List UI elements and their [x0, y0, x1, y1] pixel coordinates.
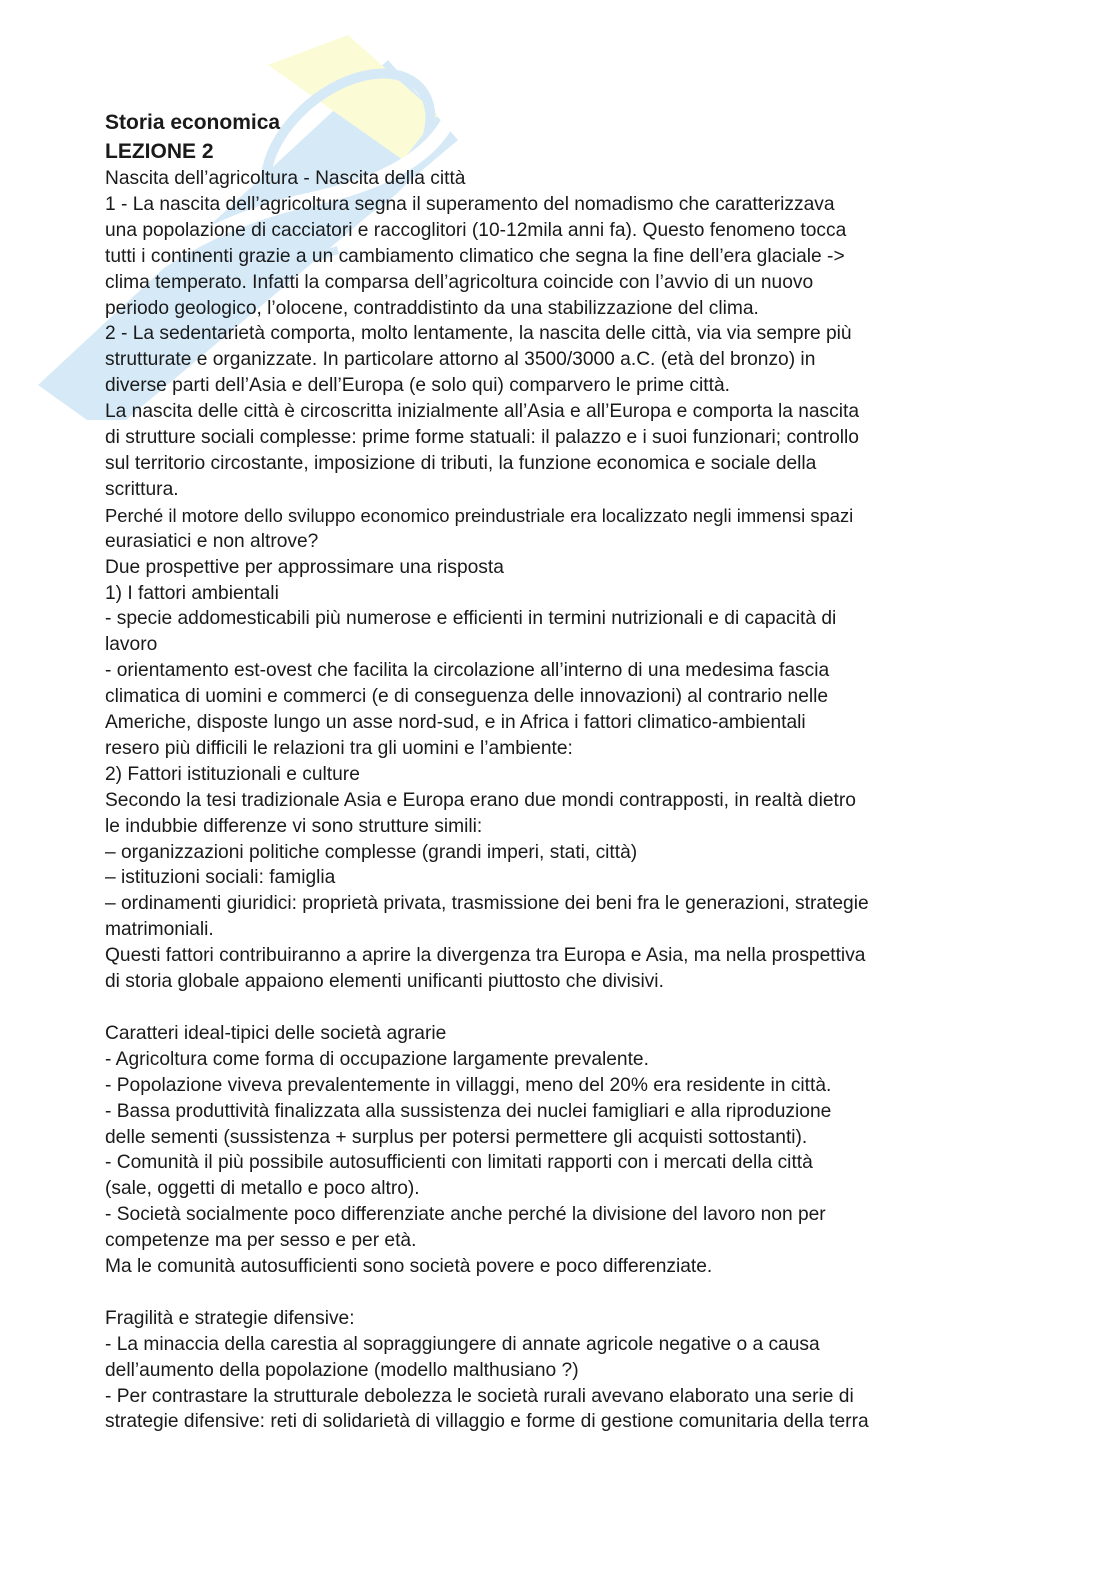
text-line: di strutture sociali complesse: prime forme statuali: il palazzo e i suoi funzionari; controllo	[105, 427, 859, 449]
text-line: - specie addomesticabili più numerose e efficienti in termini nutrizionali e di capacità di	[105, 608, 837, 630]
text-line: Due prospettive per approssimare una risposta	[105, 556, 504, 578]
section-heading: Fragilità e strategie difensive:	[105, 1307, 355, 1329]
text-line: le indubbie differenze vi sono strutture simili:	[105, 815, 483, 837]
text-line: Secondo la tesi tradizionale Asia e Europa erano due mondi contrapposti, in realtà dietro	[105, 789, 856, 811]
text-line: sul territorio circostante, imposizione di tributi, la funzione economica e sociale della	[105, 452, 817, 474]
text-line: – istituzioni sociali: famiglia	[105, 867, 336, 889]
text-line: matrimoniali.	[105, 919, 214, 941]
text-line: clima temperato. Infatti la comparsa dell’agricoltura coincide con l’avvio di un nuovo	[105, 271, 814, 293]
text-line: climatica di uomini e commerci (e di conseguenza delle innovazioni) al contrario nelle	[105, 686, 829, 708]
document-page	[105, 108, 1025, 1435]
text-line: – ordinamenti giuridici: proprietà privata, trasmissione dei beni fra le generazioni, strategie	[105, 893, 869, 915]
text-line: (sale, oggetti di metallo e poco altro).	[105, 1178, 420, 1200]
text-line: - Comunità il più possibile autosufficienti con limitati rapporti con i mercati della città	[105, 1152, 813, 1174]
text-line: delle sementi (sussistenza + surplus per potersi permettere gli acquisti sottostanti).	[105, 1126, 808, 1148]
text-line: - La minaccia della carestia al sopraggiungere di annate agricole negative o a causa	[105, 1333, 820, 1355]
text-line: Perché il motore dello sviluppo economico preindustriale era localizzato negli immensi spazi	[105, 504, 854, 526]
text-line: - orientamento est-ovest che facilita la circolazione all’interno di una medesima fascia	[105, 660, 830, 682]
text-line: Nascita dell’agricoltura - Nascita della città	[105, 168, 466, 189]
text-line: 1 - La nascita dell’agricoltura segna il superamento del nomadismo che caratterizzava	[105, 193, 835, 215]
text-line: - Società socialmente poco differenziate anche perché la divisione del lavoro non per	[105, 1204, 826, 1226]
text-line: – organizzazioni politiche complesse (grandi imperi, stati, città)	[105, 841, 638, 863]
text-line: tutti i continenti grazie a un cambiamento climatico che segna la fine dell’era glaciale ->	[105, 245, 845, 267]
text-line: scrittura.	[105, 478, 179, 500]
text-line: di storia globale appaiono elementi unificanti piuttosto che divisivi.	[105, 971, 664, 993]
text-line: Questi fattori contribuiranno a aprire la divergenza tra Europa e Asia, ma nella prospettiva	[105, 945, 866, 967]
text-line: - Agricoltura come forma di occupazione largamente prevalente.	[105, 1048, 649, 1070]
text-line: periodo geologico, l’olocene, contraddistinto da una stabilizzazione del clima.	[105, 297, 759, 319]
text-line: una popolazione di cacciatori e raccoglitori (10-12mila anni fa). Questo fenomeno tocca	[105, 219, 847, 241]
text-line: dell’aumento della popolazione (modello malthusiano ?)	[105, 1359, 579, 1381]
text-line: eurasiatici e non altrove?	[105, 530, 319, 552]
text-line: competenze ma per sesso e per età.	[105, 1230, 417, 1252]
text-line: diverse parti dell’Asia e dell’Europa (e solo qui) comparvero le prime città.	[105, 375, 730, 397]
text-line: 2 - La sedentarietà comporta, molto lentamente, la nascita delle città, via via sempre più	[105, 323, 852, 345]
text-line: strategie difensive: reti di solidarietà di villaggio e forme di gestione comunitaria della terra	[105, 1411, 869, 1433]
text-line: 2) Fattori istituzionali e culture	[105, 763, 360, 785]
text-line: - Per contrastare la strutturale debolezza le società rurali avevano elaborato una serie di	[105, 1385, 854, 1407]
section-heading: Caratteri ideal-tipici delle società agrarie	[105, 1022, 447, 1044]
text-line: - Bassa produttività finalizzata alla sussistenza dei nuclei famigliari e alla riproduzione	[105, 1100, 832, 1122]
text-line: lavoro	[105, 634, 158, 656]
text-line: Americhe, disposte lungo un asse nord-sud, e in Africa i fattori climatico-ambientali	[105, 712, 806, 734]
document-title: Storia economica	[105, 111, 281, 134]
section-nascita	[105, 166, 1025, 995]
text-line: strutturate e organizzate. In particolare attorno al 3500/3000 a.C. (età del bronzo) in	[105, 349, 816, 371]
text-line: Ma le comunità autosufficienti sono società povere e poco differenziate.	[105, 1256, 713, 1278]
section-caratteri	[105, 1021, 1025, 1280]
text-line: La nascita delle città è circoscritta inizialmente all’Asia e all’Europa e comporta la nascita	[105, 401, 860, 423]
section-fragilita	[105, 1306, 1025, 1436]
text-line: 1) I fattori ambientali	[105, 582, 279, 604]
text-line: resero più difficili le relazioni tra gli uomini e l’ambiente:	[105, 737, 573, 759]
lesson-heading: LEZIONE 2	[105, 140, 214, 163]
text-line: - Popolazione viveva prevalentemente in villaggi, meno del 20% era residente in città.	[105, 1074, 832, 1096]
